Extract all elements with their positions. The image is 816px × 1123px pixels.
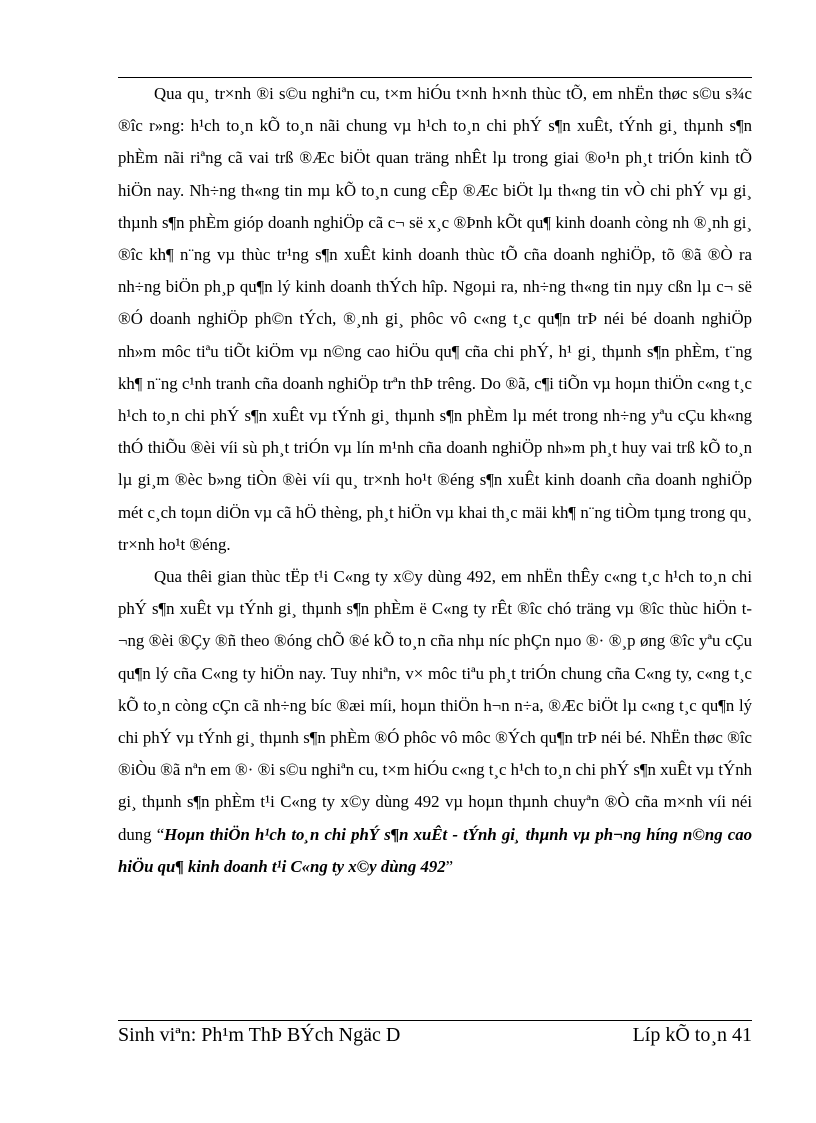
footer-class-label: Líp kÕ to¸n 41: [632, 1024, 752, 1046]
paragraph-2-text: Qua thêi gian thùc tËp t¹i C«ng ty x©y dùng 492, em nhËn thÊy c«ng t¸c h¹ch to¸n chi phÝ s¶n xuÊt vµ tÝnh gi¸ thµnh s¶n phÈm ë C«ng ty rÊt ®îc chó träng vµ ®îc thùc hiÖn t¬ng ®èi ®Çy ®ñ theo ®óng chÕ ®é kÕ to¸n cña nhµ níc phÇn nµo ®· ®¸p øng ®îc yªu cÇu qu¶n lý cña C«ng ty hiÖn nay. Tuy nhiªn, v× môc tiªu ph¸t triÓn chung cña C«ng ty, c«ng t¸c kÕ to¸n còng cÇn cã nh÷ng bíc ®æi míi, hoµn thiÖn h¬n n÷a, ®Æc biÖt lµ c«ng t¸c qu¶n lý chi phÝ vµ tÝnh gi¸ thµnh s¶n phÈm ®Ó phôc vô môc ®Ých qu¶n trÞ néi bé. NhËn thøc ®îc ®iÒu ®ã nªn em ®· ®i s©u nghiªn cu, t×m hiÓu c«ng t¸c h¹ch to¸n chi phÝ s¶n xuÊt vµ tÝnh gi¸ thµnh s¶n phÈm t¹i C«ng ty x©y dùng 492 vµ hoµn thµnh chuyªn ®Ò cña m×nh víi néi dung “: [118, 567, 752, 844]
document-body: [118, 78, 752, 883]
closing-quote: ”: [445, 856, 454, 876]
topic-title: Hoµn thiÖn h¹ch to¸n chi phÝ s¶n xuÊt - tÝnh gi¸ thµnh vµ ph¬ng híng n©ng cao hiÖu qu¶ kinh doanh t¹i C«ng ty x©y dùng 492: [118, 824, 752, 876]
footer-rule: [118, 1020, 752, 1021]
paragraph-2: [118, 561, 752, 883]
footer-student-name: Sinh viªn: Ph¹m ThÞ BÝch Ngäc D: [118, 1024, 401, 1046]
paragraph-1: Qua qu¸ tr×nh ®i s©u nghiªn cu, t×m hiÓu t×nh h×nh thùc tÕ, em nhËn thøc s©u s¾c ®îc r»ng: h¹ch to¸n kÕ to¸n nãi chung vµ h¹ch to¸n chi phÝ s¶n xuÊt, tÝnh gi¸ thµnh s¶n phÈm nãi riªng cã vai trß ®Æc biÖt quan träng nhÊt lµ trong giai ®o¹n ph¸t triÓn kinh tÕ hiÖn nay. Nh÷ng th«ng tin mµ kÕ to¸n cung cÊp ®Æc biÖt lµ th«ng tin vÒ chi phÝ vµ gi¸ thµnh s¶n phÈm gióp doanh nghiÖp cã c¬ së x¸c ®Þnh kÕt qu¶ kinh doanh còng nh ®¸nh gi¸ ®îc kh¶ n¨ng vµ thùc tr¹ng s¶n xuÊt kinh doanh thùc tÕ cña doanh nghiÖp, tõ ®ã ®Ò ra nh÷ng biÖn ph¸p qu¶n lý kinh doanh thÝch hîp. Ngoµi ra, nh÷ng th«ng tin nµy cßn lµ c¬ së ®Ó doanh nghiÖp ph©n tÝch, ®¸nh gi¸ phôc vô c«ng t¸c qu¶n trÞ néi bé doanh nghiÖp nh»m môc tiªu tiÕt kiÖm vµ n©ng cao hiÖu qu¶ cña chi phÝ, h¹ gi¸ thµnh s¶n phÈm, t¨ng kh¶ n¨ng c¹nh tranh cña doanh nghiÖp trªn thÞ trêng. Do ®ã, c¶i tiÕn vµ hoµn thiÖn c«ng t¸c h¹ch to¸n chi phÝ s¶n xuÊt vµ tÝnh gi¸ thµnh s¶n phÈm lµ mét trong nh÷ng yªu cÇu kh«ng thÓ thiÕu ®èi víi sù ph¸t triÓn vµ lín m¹nh cña doanh nghiÖp nh»m ph¸t huy vai trß kÕ to¸n lµ gi¸m ®èc b»ng tiÒn ®èi víi qu¸ tr×nh ho¹t ®éng s¶n xuÊt kinh doanh cña doanh nghiÖp mét c¸ch toµn diÖn vµ cã hÖ thèng, ph¸t hiÖn vµ khai th¸c mäi kh¶ n¨ng tiÒm tµng trong qu¸ tr×nh ho¹t ®éng.: [118, 84, 752, 554]
